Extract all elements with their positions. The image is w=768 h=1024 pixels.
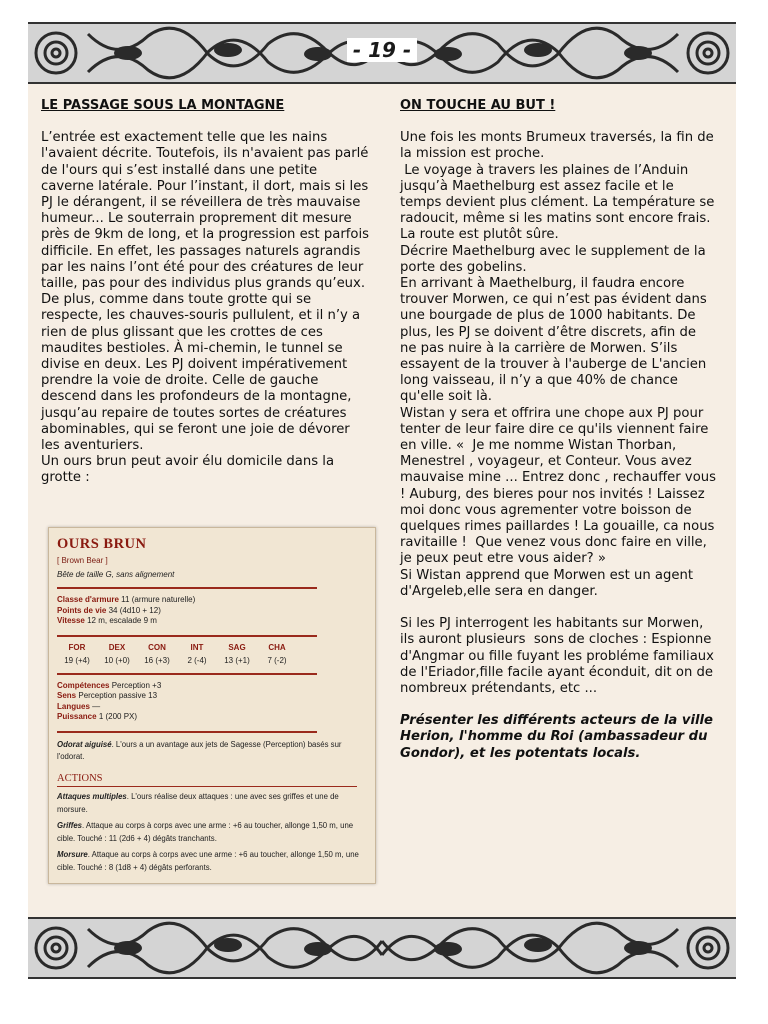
section-heading: LE PASSAGE SOUS LA MONTAGNE: [41, 98, 285, 113]
stat-trait: Odorat aiguisé. L'ours a un avantage aux jets de Sagesse (Perception) basés sur l'odorat.: [57, 739, 342, 761]
ability-value: 19 (+4): [64, 655, 90, 665]
paragraph: Une fois les monts Brumeux traversés, la fin de la mission est proche. Le voyage à travers les plaines de l’Anduin jusqu’à Maethelburg est assez facile et le temps devient plus clément. La température se radoucit, même si les matins sont encore frais. La route est plutôt sûre. Décrire Maethelburg avec le supplement de la porte des gobelins. En arrivant à Maethelburg, il faudra encore trouver Morwen, ce qui n’est pas évident dans une bourgade de plus de 1000 habitants. De plus, les PJ se doivent d’être discrets, afin de ne pas nuire à la carrière de Morwen. S’ils essayent de la trouver à l'auberge de L'ancien long vaisseau, il n’y a que 40% de chance qu'elle soit là. Wistan y sera et offrira une chope aux PJ pour tenter de leur faire dire ce qu'ils viennent faire en ville. « Je me nomme Wistan Thorban, Menestrel , voyageur, et Conteur. Vous avez mauvaise mine ... Entrez donc , rechauffer vous ! Auburg, des bieres pour nos invités ! Laissez moi donc vous agrementer votre boisson de quelques rimes paillardes ! La gouaille, ca nous ravitaille ! Que venez vous donc faire en ville, je peux peut etre vous aider? » Si Wistan apprend que Morwen est un agent d'Argeleb,elle sera en danger.: [400, 130, 717, 599]
ability-name: DEX: [108, 642, 126, 652]
ability-values: [57, 656, 297, 665]
divider: [57, 786, 357, 787]
ability-headers: [57, 643, 297, 652]
actions-title: ACTIONS: [57, 772, 103, 784]
celtic-knot-border-bottom: [28, 919, 736, 977]
ability-value: 16 (+3): [144, 655, 170, 665]
stat-power: Puissance 1 (200 PX): [57, 712, 138, 721]
ability-name: INT: [190, 642, 204, 652]
ability-name: SAG: [228, 642, 246, 652]
ability-value: 10 (+0): [104, 655, 130, 665]
section-heading: ON TOUCHE AU BUT !: [400, 98, 556, 113]
stat-type: Bête de taille G, sans alignement: [57, 570, 175, 579]
ability-value: 7 (-2): [267, 655, 287, 665]
divider: [57, 673, 317, 675]
divider: [57, 635, 317, 637]
ability-name: CHA: [268, 642, 286, 652]
stat-speed: Vitesse 12 m, escalade 9 m: [57, 616, 157, 625]
decorative-footer-band: [28, 917, 736, 979]
stat-hp: Points de vie 34 (4d10 + 12): [57, 605, 161, 615]
page-number: - 19 -: [28, 38, 736, 62]
stat-subtitle: [ Brown Bear ]: [57, 556, 108, 565]
paragraph: Un ours brun peut avoir élu domicile dans la grotte :: [41, 454, 339, 486]
decorative-header-band: [28, 22, 736, 84]
stat-languages: Langues —: [57, 701, 101, 711]
stat-senses: Sens Perception passive 13: [57, 691, 158, 700]
stat-title: OURS BRUN: [57, 536, 147, 552]
ability-value: 13 (+1): [224, 655, 250, 665]
divider: [57, 587, 317, 589]
ability-value: 2 (-4): [187, 655, 207, 665]
left-column: [41, 98, 374, 487]
stat-skills: Compétences Perception +3: [57, 680, 162, 690]
paragraph: Si les PJ interrogent les habitants sur Morwen, ils auront plusieurs sons de cloches : Espionne d'Angmar ou fille fuyant les probléme familiaux de l'Eriador,fille facile ayant éconduit, dit on de nombreux prétendants, etc ...: [400, 616, 719, 696]
ability-name: FOR: [68, 642, 86, 652]
ability-name: CON: [148, 642, 166, 652]
action-item: Morsure. Attaque au corps à corps avec une arme : +6 au toucher, allonge 1,50 m, une cible. Touché : 8 (1d8 + 4) dégâts perforants.: [57, 849, 359, 872]
action-item: Griffes. Attaque au corps à corps avec une arme : +6 au toucher, allonge 1,50 m, une cible. Touché : 11 (2d6 + 4) dégâts tranchants.: [57, 820, 354, 843]
paragraph-emphasis: Présenter les différents acteurs de la ville Herion, l'homme du Roi (ambassadeur du Gondor), et les potentats locals.: [400, 713, 718, 761]
right-column: [400, 98, 719, 762]
stat-block: [48, 527, 376, 884]
divider: [57, 731, 317, 733]
action-item: Attaques multiples. L'ours réalise deux attaques : une avec ses griffes et une de morsure.: [57, 791, 339, 814]
paragraph: L’entrée est exactement telle que les nains l'avaient décrite. Toutefois, ils n'avaient pas parlé de l'ours qui s’est installé dans une petite caverne latérale. Pour l’instant, il dort, mais si les PJ le dérangent, il se réveillera de très mauvaise humeur... Le souterrain proprement dit mesure près de 9km de long, et la progression est parfois difficile. En effet, les passages naturels agrandis par les nains l’ont été pour des créatures de leur taille, pas pour des individus plus grands qu’eux. De plus, comme dans toute grotte qui se respecte, les chauves-souris pullulent, et il n’y a rien de plus glissant que les crottes de ces maudites bestioles. À mi-chemin, le tunnel se divise en deux. Les PJ doivent impérativement prendre la voie de droite. Celle de gauche descend dans les profondeurs de la montagne, jusqu’au repaire de toutes sortes de créatures abominables, qui se feront une joie de dévorer les aventuriers.: [41, 130, 374, 454]
document-page: [28, 22, 736, 977]
stat-armor: Classe d'armure 11 (armure naturelle): [57, 595, 196, 604]
